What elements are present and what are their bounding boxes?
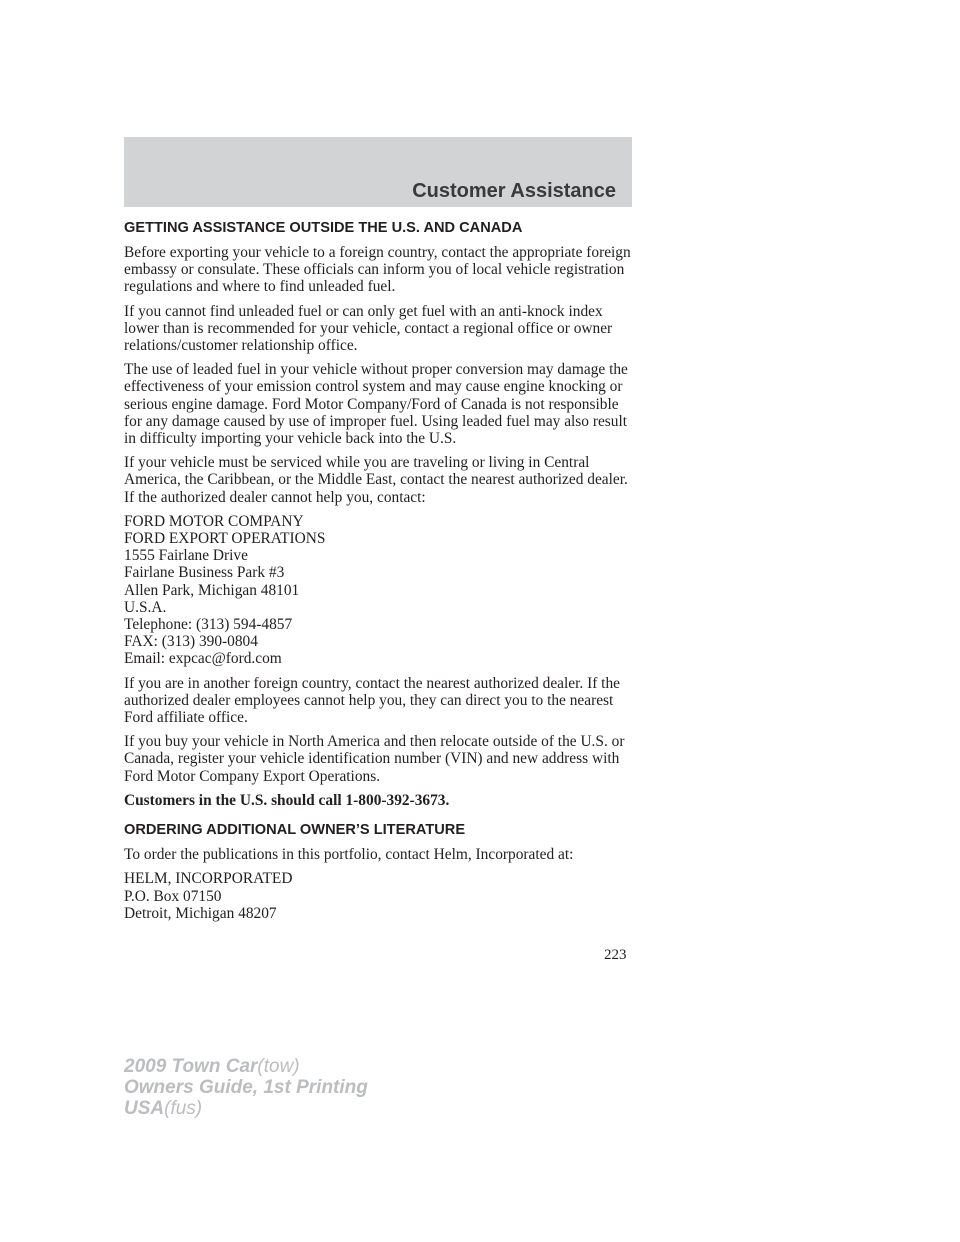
address-line: FORD MOTOR COMPANY <box>124 512 304 530</box>
email-line: Email: expcac@ford.com <box>124 650 282 668</box>
paragraph-servicing: If your vehicle must be serviced while you are traveling or living in Central America, the Caribbean, or the Middle East, contact the nearest authorized dealer. If the authorized dealer cannot help you, contact: <box>124 454 628 506</box>
print-footer <box>124 1056 368 1119</box>
paragraph-relocate: If you buy your vehicle in North America and then relocate outside of the U.S. or Canada, register your vehicle identification number (VIN) and new address with Ford Motor Company Export Operations. <box>124 733 625 785</box>
address-line: 1555 Fairlane Drive <box>124 547 248 565</box>
heading-owner-literature: ORDERING ADDITIONAL OWNER’S LITERATURE <box>124 822 466 839</box>
footer-printing: Owners Guide, 1st Printing <box>124 1077 368 1098</box>
address-line: Detroit, Michigan 48207 <box>124 904 277 922</box>
fax-line: FAX: (313) 390-0804 <box>124 633 258 651</box>
page-number: 223 <box>604 947 627 963</box>
paragraph-order-publications: To order the publications in this portfolio, contact Helm, Incorporated at: <box>124 846 574 864</box>
paragraph-exporting: Before exporting your vehicle to a foreign country, contact the appropriate foreign embassy or consulate. These officials can inform you of local vehicle registration regulations and where to find unleaded fuel. <box>124 244 631 296</box>
footer-model-code: (tow) <box>257 1056 300 1077</box>
ford-export-address <box>124 513 636 668</box>
address-line: Fairlane Business Park #3 <box>124 564 285 582</box>
address-line: Allen Park, Michigan 48101 <box>124 581 300 599</box>
paragraph-other-country: If you are in another foreign country, contact the nearest authorized dealer. If the authorized dealer employees cannot help you, they can direct you to the nearest Ford affiliate office. <box>124 674 620 727</box>
address-line: HELM, INCORPORATED <box>124 870 293 888</box>
heading-outside-us-canada: GETTING ASSISTANCE OUTSIDE THE U.S. AND CANADA <box>124 220 523 236</box>
address-line: FORD EXPORT OPERATIONS <box>124 530 326 548</box>
helm-address <box>124 870 636 922</box>
footer-line-market <box>124 1098 368 1119</box>
address-line: P.O. Box 07150 <box>124 887 222 905</box>
paragraph-unleaded-fuel: If you cannot find unleaded fuel or can only get fuel with an anti-knock index lower than is recommended for your vehicle, contact a regional office or owner relations/customer relationship office. <box>124 302 613 355</box>
section-header-band <box>124 137 632 207</box>
footer-model: 2009 Town Car <box>124 1056 258 1077</box>
telephone-line: Telephone: (313) 594-4857 <box>124 616 293 634</box>
paragraph-customer-call: Customers in the U.S. should call 1-800-392-3673. <box>124 791 450 809</box>
footer-market-code: (fus) <box>164 1098 203 1119</box>
section-title: Customer Assistance <box>412 180 616 202</box>
page-content <box>124 219 636 929</box>
footer-line-model <box>124 1056 368 1077</box>
paragraph-leaded-fuel: The use of leaded fuel in your vehicle without proper conversion may damage the effectiveness of your emission control system and may cause engine knocking or serious engine damage. Ford Motor Company/Ford of Canada is not responsible for any damage caused by use of improper fuel. Using leaded fuel may also result in difficulty importing your vehicle back into the U.S. <box>124 361 628 448</box>
footer-market: USA <box>124 1098 165 1119</box>
address-line: U.S.A. <box>124 598 167 616</box>
